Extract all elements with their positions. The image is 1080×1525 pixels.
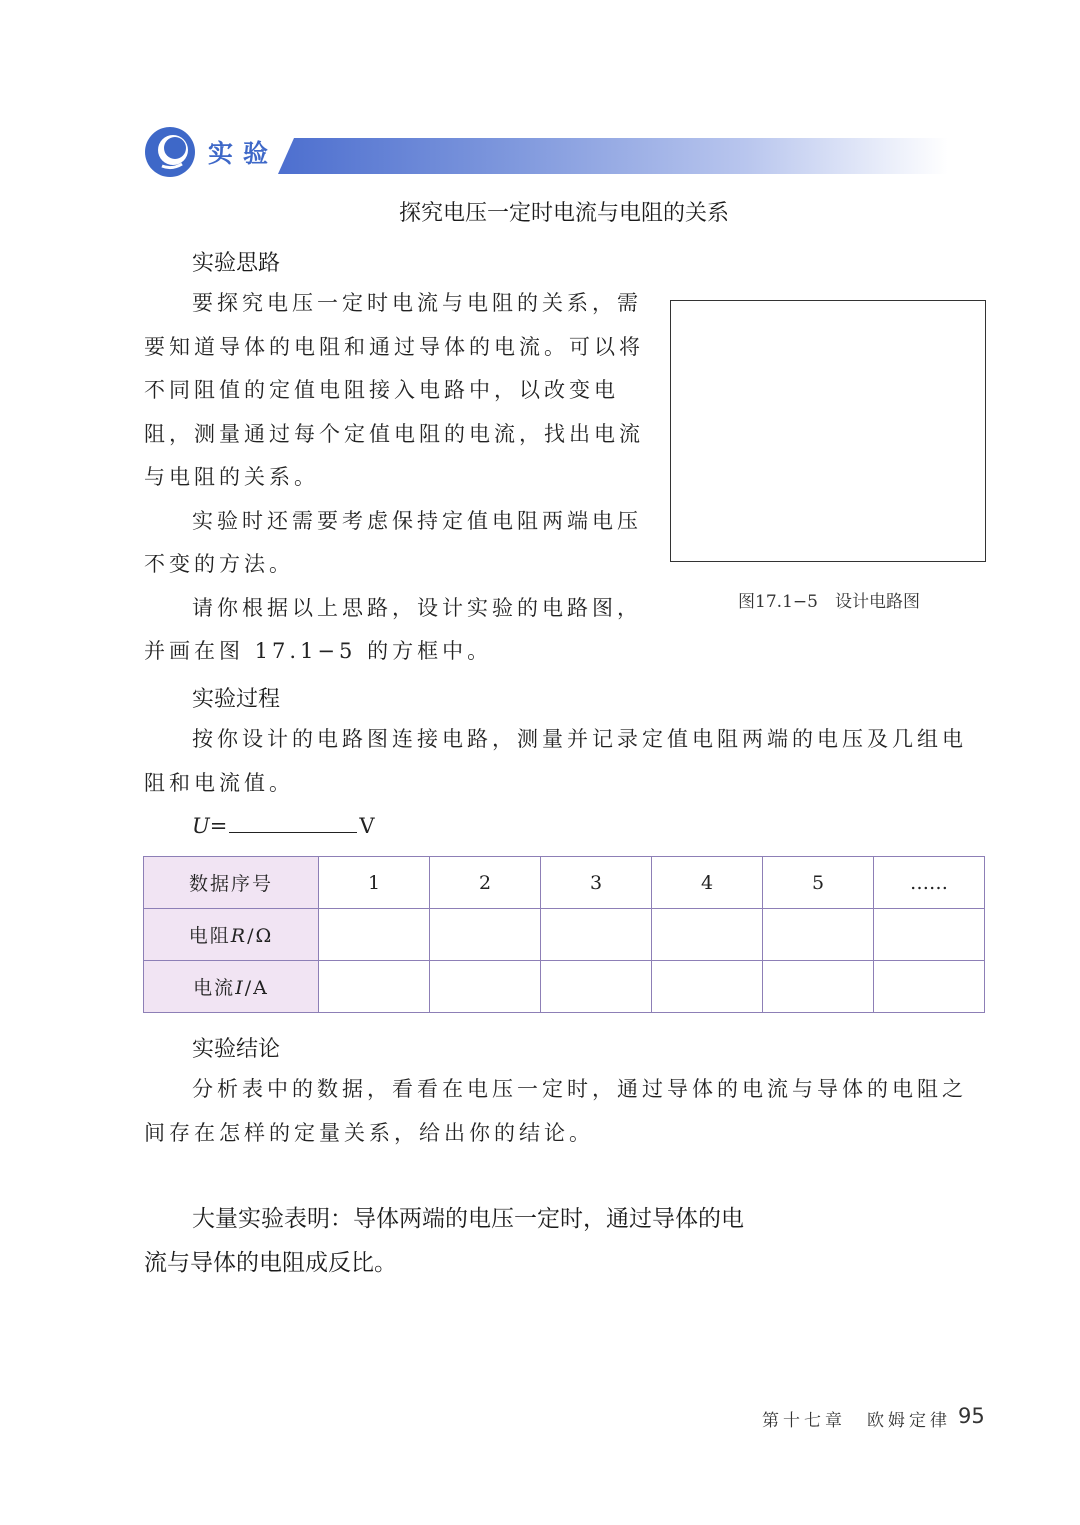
banner-bar (278, 138, 948, 174)
table-header-cell: 1 (319, 857, 430, 909)
current-unit: /A (244, 977, 269, 999)
resistance-label-cell (144, 909, 319, 961)
current-label-cell (144, 961, 319, 1013)
heading-experiment-process: 实验过程 (192, 687, 281, 712)
table-header-cell: 2 (430, 857, 541, 909)
table-header-cell: 4 (652, 857, 763, 909)
summary-statement: 大量实验表明：导体两端的电压一定时，通过导体的电流与导体的电阻成反比。 (144, 1206, 744, 1276)
current-label: 电流 (193, 977, 236, 999)
voltage-blank[interactable] (229, 812, 357, 833)
data-table (143, 856, 985, 1013)
table-cell-input[interactable] (652, 909, 763, 961)
voltage-variable: U (192, 814, 210, 838)
figure-caption: 图17.1−5 设计电路图 (738, 592, 920, 612)
resistance-label: 电阻 (188, 925, 231, 947)
heading-experiment-conclusion: 实验结论 (192, 1037, 281, 1062)
idea-paragraph-2: 实验时还需要考虑保持定值电阻两端电压不变的方法。 (144, 508, 642, 576)
table-cell-input[interactable] (319, 961, 430, 1013)
experiment-conclusion-text (144, 1068, 990, 1155)
table-cell-input[interactable] (874, 909, 985, 961)
experiment-process-text (144, 718, 990, 805)
table-header-cell: 数据序号 (144, 857, 319, 909)
table-cell-input[interactable] (763, 961, 874, 1013)
table-cell-input[interactable] (541, 909, 652, 961)
table-cell-input[interactable] (430, 961, 541, 1013)
table-header-cell: 3 (541, 857, 652, 909)
voltage-unit: V (359, 814, 375, 838)
voltage-entry (192, 812, 374, 838)
table-row-resistance (144, 909, 985, 961)
idea-paragraph-3: 请你根据以上思路，设计实验的电路图，并画在图 17.1−5 的方框中。 (144, 595, 642, 663)
page-title: 探究电压一定时电流与电阻的关系 (398, 201, 729, 226)
voltage-equals: = (209, 814, 228, 838)
conclusion-paragraph: 分析表中的数据，看看在电压一定时，通过导体的电流与导体的电阻之间存在怎样的定量关系，给出你的结论。 (144, 1077, 967, 1145)
resistance-unit: /Ω (247, 925, 274, 947)
page-number: 95 (958, 1404, 985, 1428)
table-cell-input[interactable] (541, 961, 652, 1013)
table-cell-input[interactable] (763, 909, 874, 961)
experiment-icon (144, 126, 196, 178)
table-row-current (144, 961, 985, 1013)
idea-paragraph-1: 要探究电压一定时电流与电阻的关系，需要知道导体的电阻和通过导体的电流。可以将不同阻值的定值电阻接入电路中，以改变电阻，测量通过每个定值电阻的电流，找出电流与电阻的关系。 (144, 291, 644, 489)
resistance-variable: R (230, 925, 248, 947)
table-cell-input[interactable] (430, 909, 541, 961)
table-cell-input[interactable] (319, 909, 430, 961)
table-header-cell: …… (874, 857, 985, 909)
table-header-cell: 5 (763, 857, 874, 909)
section-label: 实验 (208, 139, 279, 168)
chapter-footer: 第十七章 欧姆定律 (762, 1411, 951, 1431)
current-variable: I (235, 977, 245, 999)
heading-experiment-idea: 实验思路 (192, 251, 281, 276)
table-cell-input[interactable] (874, 961, 985, 1013)
table-row-index (144, 857, 985, 909)
table-cell-input[interactable] (652, 961, 763, 1013)
process-paragraph: 按你设计的电路图连接电路，测量并记录定值电阻两端的电压及几组电阻和电流值。 (144, 727, 967, 795)
circuit-design-box[interactable] (670, 300, 986, 562)
experiment-idea-text (144, 282, 644, 674)
